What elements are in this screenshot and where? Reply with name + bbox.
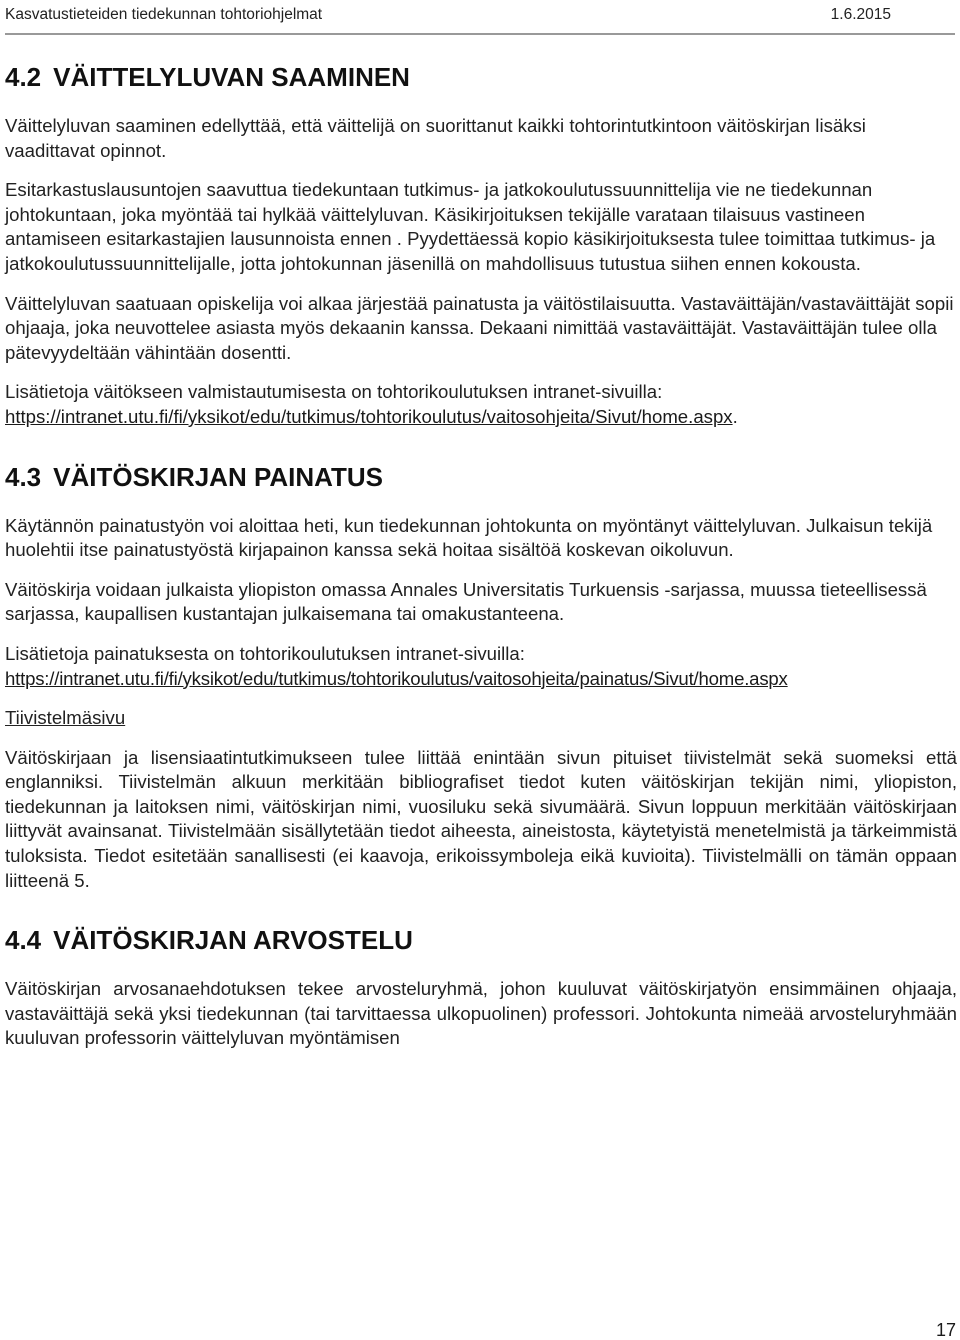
intranet-link-vaitosohjeita[interactable]: https://intranet.utu.fi/fi/yksikot/edu/tutkimus/tohtorikoulutus/vaitosohjeita/Sivut/home.aspx [5,405,733,427]
info-text: Lisätietoja väitökseen valmistautumisesta on tohtorikoulutuksen intranet-sivuilla: [5,381,663,403]
subheading-tiivistelmasivu: Tiivistelmäsivu [5,707,126,729]
paragraph: Väitöskirja voidaan julkaista yliopiston omassa Annales Universitatis Turkuensis -sarjassa, muussa tieteellisessä sarjassa, kaupallisen kustantajan julkaisemana tai omakustanteena. [5,578,927,625]
paragraph: Väitöskirjan arvosanaehdotuksen tekee arvosteluryhmä, johon kuuluvat väitöskirjatyön ensimmäinen ohjaaja, vastaväittäjä sekä yksi tiedekunnan (tai tarvittaessa ulkopuolinen) professori. Johtokunta nimeää arvosteluryhmään kuuluvan professorin väittelyluvan myöntämisen [5,978,957,1049]
intranet-link-painatus[interactable]: https://intranet.utu.fi/fi/yksikot/edu/tutkimus/tohtorikoulutus/vaitosohjeita/painatus/Sivut/home.aspx [5,667,788,689]
section-title: VÄITÖSKIRJAN PAINATUS [53,461,383,492]
paragraph: Väittelyluvan saatuaan opiskelija voi alkaa järjestää painatusta ja väitöstilaisuutta. Vastaväittäjän/vastaväittäjät sopii ohjaaja, joka neuvottelee asiasta myös dekaanin kanssa. Dekaani nimittää vastaväittäjät. Vastaväittäjän tulee olla pätevyydeltään vähintään dosentti. [5,292,954,363]
paragraph: Esitarkastuslausuntojen saavuttua tiedekuntaan tutkimus- ja jatkokoulutussuunnittelija vie ne tiedekunnan johtokuntaan, joka myöntää tai hylkää väittelyluvan. Käsikirjoituksen tekijälle varataan tilaisuus vastineen antamiseen esitarkastajien lausunnoista ennen . Pyydettäessä kopio käsikirjoituksesta tulee toimittaa tutkimus- ja jatkokoulutussuunnittelijalle, jotta johtokunnan jäsenillä on mahdollisuus tutustua siihen ennen kokousta. [5,179,936,274]
info-tail: . [732,405,738,427]
section-title: VÄITÖSKIRJAN ARVOSTELU [53,925,413,956]
info-text: Lisätietoja painatuksesta on tohtorikoulutuksen intranet-sivuilla: [5,642,525,664]
section-number: 4.2 [5,62,42,92]
page-header [5,2,953,28]
paragraph: Väitöskirjaan ja lisensiaatintutkimukseen tulee liittää enintään sivun pituiset tiivistelmät sekä suomeksi että englanniksi. Tiivistelmän alkuun merkitään bibliografiset tiedot kuten väitöskirjan tekijän nimi, yliopiston, tiedekunnan ja laitoksen nimi, väitöskirjan nimi, vuosiluku sekä sivumäärä. Sivun loppuun merkitään väitöskirjaan liittyvät avainsanat. Tiivistelmään sisällytetään tiedot aiheesta, aineistosta, käytetyistä menetelmistä ja tärkeimmistä tuloksista. Tiedot esitetään sanallisesti (ei kaavoja, erikoissymboleja eikä kuvioita). Tiivistelmälli on tämän oppaan liitteenä 5. [5,746,957,891]
page-number: 17 [935,1320,956,1340]
section-number: 4.3 [5,461,42,492]
header-divider [5,33,955,35]
header-title: Kasvatustieteiden tiedekunnan tohtoriohjelmat [5,6,323,23]
info-paragraph [5,380,957,429]
section-heading-4-2 [5,56,957,98]
document-body [5,55,957,1051]
paragraph: Väittelyluvan saaminen edellyttää, että väittelijä on suorittanut kaikki tohtorintutkintoon väitöskirjan lisäksi vaadittavat opinnot. [5,115,866,161]
section-heading-4-4 [5,919,957,961]
section-number: 4.4 [5,925,42,956]
paragraph: Käytännön painatustyön voi aloittaa heti, kun tiedekunnan johtokunta on myöntänyt väittelyluvan. Julkaisun tekijä huolehtii itse painatustyöstä kirjapainon kanssa sekä hoitaa sisältöä koskevan oikoluvun. [5,514,933,561]
info-paragraph [5,642,957,691]
section-title: VÄITTELYLUVAN SAAMINEN [53,62,410,92]
header-date: 1.6.2015 [830,6,891,23]
section-heading-4-3 [5,456,957,498]
